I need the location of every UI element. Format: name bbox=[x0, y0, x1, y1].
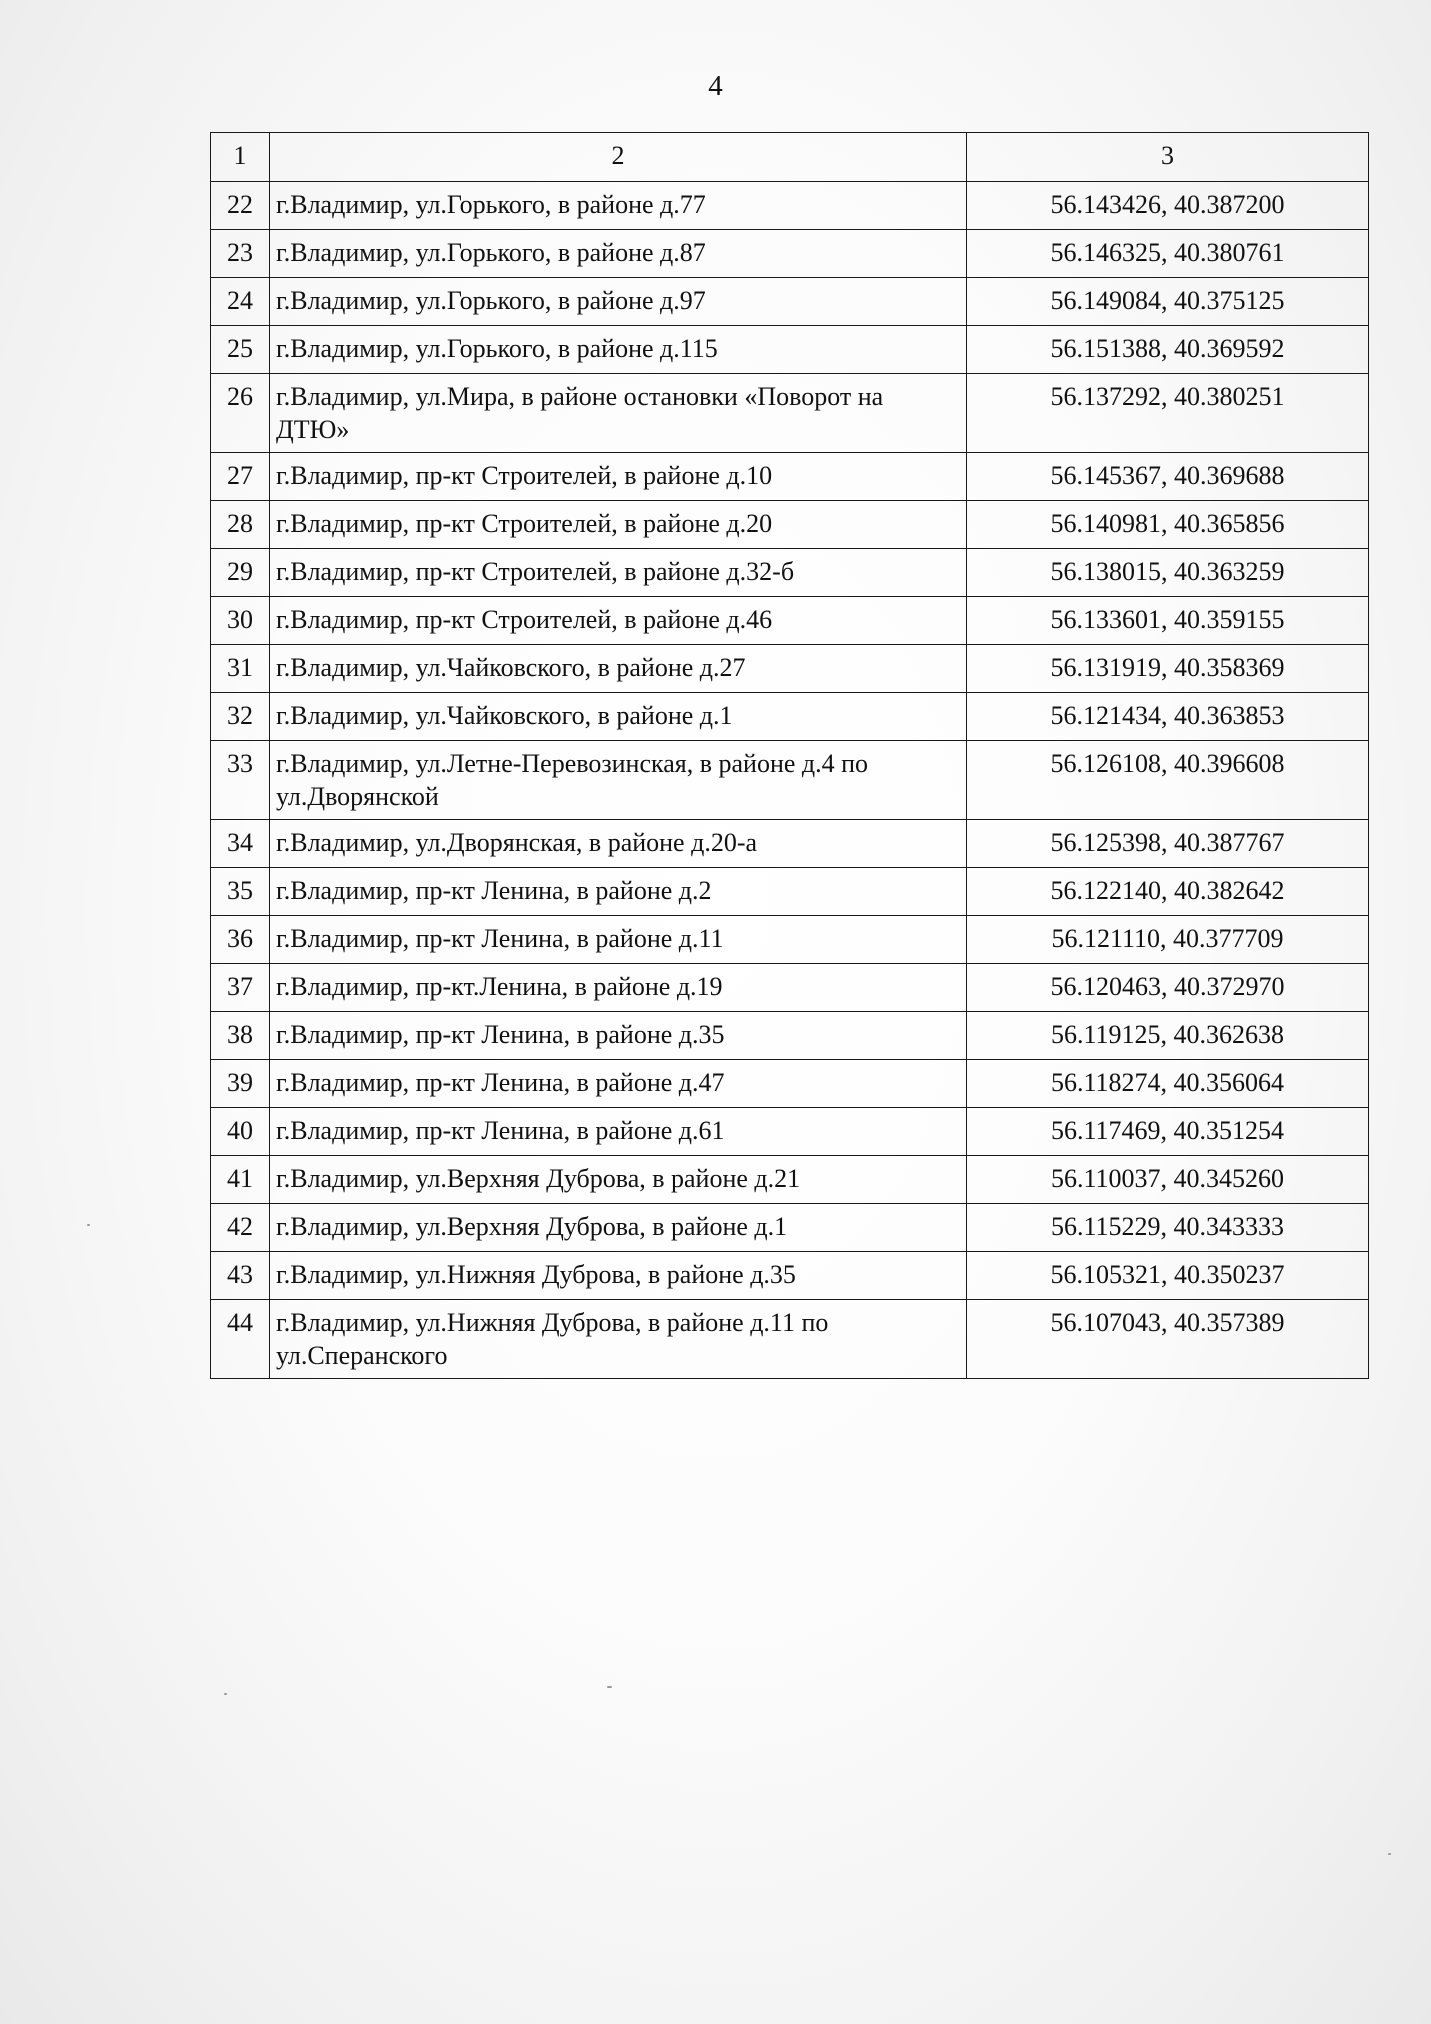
table-header-row bbox=[211, 133, 1369, 182]
row-number-cell: 32 bbox=[211, 693, 270, 741]
coordinates-cell: 56.151388, 40.369592 bbox=[967, 326, 1369, 374]
address-cell: г.Владимир, пр-кт Ленина, в районе д.2 bbox=[270, 868, 967, 916]
table-row bbox=[211, 1204, 1369, 1252]
row-number-cell: 37 bbox=[211, 964, 270, 1012]
address-cell: г.Владимир, ул.Нижняя Дуброва, в районе д.35 bbox=[270, 1252, 967, 1300]
coordinates-cell: 56.140981, 40.365856 bbox=[967, 501, 1369, 549]
address-cell: г.Владимир, пр-кт Ленина, в районе д.61 bbox=[270, 1108, 967, 1156]
table-row bbox=[211, 693, 1369, 741]
address-cell: г.Владимир, ул.Чайковского, в районе д.27 bbox=[270, 645, 967, 693]
row-number-cell: 25 bbox=[211, 326, 270, 374]
row-number-cell: 35 bbox=[211, 868, 270, 916]
address-cell: г.Владимир, ул.Горького, в районе д.77 bbox=[270, 182, 967, 230]
table-row bbox=[211, 597, 1369, 645]
address-cell: г.Владимир, ул.Чайковского, в районе д.1 bbox=[270, 693, 967, 741]
address-cell: г.Владимир, ул.Верхняя Дуброва, в районе д.1 bbox=[270, 1204, 967, 1252]
coordinates-cell: 56.117469, 40.351254 bbox=[967, 1108, 1369, 1156]
table-row bbox=[211, 549, 1369, 597]
address-cell: г.Владимир, пр-кт Строителей, в районе д.10 bbox=[270, 453, 967, 501]
table-row bbox=[211, 916, 1369, 964]
address-cell: г.Владимир, пр-кт Строителей, в районе д.20 bbox=[270, 501, 967, 549]
coordinates-cell: 56.138015, 40.363259 bbox=[967, 549, 1369, 597]
coordinates-cell: 56.118274, 40.356064 bbox=[967, 1060, 1369, 1108]
coordinates-cell: 56.122140, 40.382642 bbox=[967, 868, 1369, 916]
table-row bbox=[211, 453, 1369, 501]
row-number-cell: 26 bbox=[211, 374, 270, 453]
address-cell: г.Владимир, ул.Горького, в районе д.87 bbox=[270, 230, 967, 278]
coordinates-cell: 56.121434, 40.363853 bbox=[967, 693, 1369, 741]
coordinates-cell: 56.137292, 40.380251 bbox=[967, 374, 1369, 453]
table-row bbox=[211, 501, 1369, 549]
coordinates-cell: 56.110037, 40.345260 bbox=[967, 1156, 1369, 1204]
row-number-cell: 40 bbox=[211, 1108, 270, 1156]
address-cell: г.Владимир, пр-кт.Ленина, в районе д.19 bbox=[270, 964, 967, 1012]
coordinates-cell: 56.119125, 40.362638 bbox=[967, 1012, 1369, 1060]
address-cell: г.Владимир, пр-кт Ленина, в районе д.11 bbox=[270, 916, 967, 964]
row-number-cell: 23 bbox=[211, 230, 270, 278]
row-number-cell: 31 bbox=[211, 645, 270, 693]
address-cell: г.Владимир, пр-кт Ленина, в районе д.35 bbox=[270, 1012, 967, 1060]
address-cell: г.Владимир, ул.Мира, в районе остановки «Поворот на ДТЮ» bbox=[270, 374, 967, 453]
table-row bbox=[211, 1108, 1369, 1156]
row-number-cell: 44 bbox=[211, 1300, 270, 1379]
coordinates-cell: 56.149084, 40.375125 bbox=[967, 278, 1369, 326]
scan-speck bbox=[87, 1224, 90, 1226]
page-number: 4 bbox=[708, 70, 723, 102]
table-row bbox=[211, 230, 1369, 278]
coordinates-cell: 56.133601, 40.359155 bbox=[967, 597, 1369, 645]
row-number-cell: 43 bbox=[211, 1252, 270, 1300]
table-row bbox=[211, 1060, 1369, 1108]
locations-table bbox=[210, 132, 1369, 1379]
table-row bbox=[211, 326, 1369, 374]
address-cell: г.Владимир, ул.Верхняя Дуброва, в районе д.21 bbox=[270, 1156, 967, 1204]
scan-speck bbox=[224, 1693, 227, 1695]
coordinates-cell: 56.131919, 40.358369 bbox=[967, 645, 1369, 693]
row-number-cell: 24 bbox=[211, 278, 270, 326]
row-number-cell: 22 bbox=[211, 182, 270, 230]
coordinates-cell: 56.126108, 40.396608 bbox=[967, 741, 1369, 820]
row-number-cell: 30 bbox=[211, 597, 270, 645]
table-row bbox=[211, 868, 1369, 916]
address-cell: г.Владимир, ул.Дворянская, в районе д.20-а bbox=[270, 820, 967, 868]
row-number-cell: 27 bbox=[211, 453, 270, 501]
column-header-number: 1 bbox=[211, 133, 270, 182]
table-row bbox=[211, 182, 1369, 230]
table-row bbox=[211, 645, 1369, 693]
row-number-cell: 29 bbox=[211, 549, 270, 597]
coordinates-cell: 56.145367, 40.369688 bbox=[967, 453, 1369, 501]
coordinates-cell: 56.125398, 40.387767 bbox=[967, 820, 1369, 868]
row-number-cell: 34 bbox=[211, 820, 270, 868]
table-row bbox=[211, 374, 1369, 453]
row-number-cell: 41 bbox=[211, 1156, 270, 1204]
table-row bbox=[211, 741, 1369, 820]
address-cell: г.Владимир, ул.Горького, в районе д.115 bbox=[270, 326, 967, 374]
table-row bbox=[211, 964, 1369, 1012]
table-row bbox=[211, 1156, 1369, 1204]
address-cell: г.Владимир, пр-кт Строителей, в районе д.46 bbox=[270, 597, 967, 645]
address-cell: г.Владимир, ул.Нижняя Дуброва, в районе д.11 по ул.Сперанского bbox=[270, 1300, 967, 1379]
table-row bbox=[211, 278, 1369, 326]
column-header-coordinates: 3 bbox=[967, 133, 1369, 182]
table-row bbox=[211, 1252, 1369, 1300]
table-row bbox=[211, 1012, 1369, 1060]
coordinates-cell: 56.115229, 40.343333 bbox=[967, 1204, 1369, 1252]
scan-speck bbox=[1388, 1853, 1391, 1855]
column-header-address: 2 bbox=[270, 133, 967, 182]
table-body bbox=[211, 182, 1369, 1379]
coordinates-cell: 56.120463, 40.372970 bbox=[967, 964, 1369, 1012]
address-cell: г.Владимир, ул.Горького, в районе д.97 bbox=[270, 278, 967, 326]
row-number-cell: 28 bbox=[211, 501, 270, 549]
row-number-cell: 42 bbox=[211, 1204, 270, 1252]
coordinates-cell: 56.107043, 40.357389 bbox=[967, 1300, 1369, 1379]
address-cell: г.Владимир, пр-кт Ленина, в районе д.47 bbox=[270, 1060, 967, 1108]
table-row bbox=[211, 820, 1369, 868]
coordinates-cell: 56.121110, 40.377709 bbox=[967, 916, 1369, 964]
row-number-cell: 38 bbox=[211, 1012, 270, 1060]
scan-speck bbox=[607, 1686, 612, 1688]
row-number-cell: 39 bbox=[211, 1060, 270, 1108]
address-cell: г.Владимир, пр-кт Строителей, в районе д.32-б bbox=[270, 549, 967, 597]
row-number-cell: 36 bbox=[211, 916, 270, 964]
table-row bbox=[211, 1300, 1369, 1379]
coordinates-cell: 56.105321, 40.350237 bbox=[967, 1252, 1369, 1300]
coordinates-cell: 56.143426, 40.387200 bbox=[967, 182, 1369, 230]
coordinates-cell: 56.146325, 40.380761 bbox=[967, 230, 1369, 278]
row-number-cell: 33 bbox=[211, 741, 270, 820]
address-cell: г.Владимир, ул.Летне-Перевозинская, в районе д.4 по ул.Дворянской bbox=[270, 741, 967, 820]
